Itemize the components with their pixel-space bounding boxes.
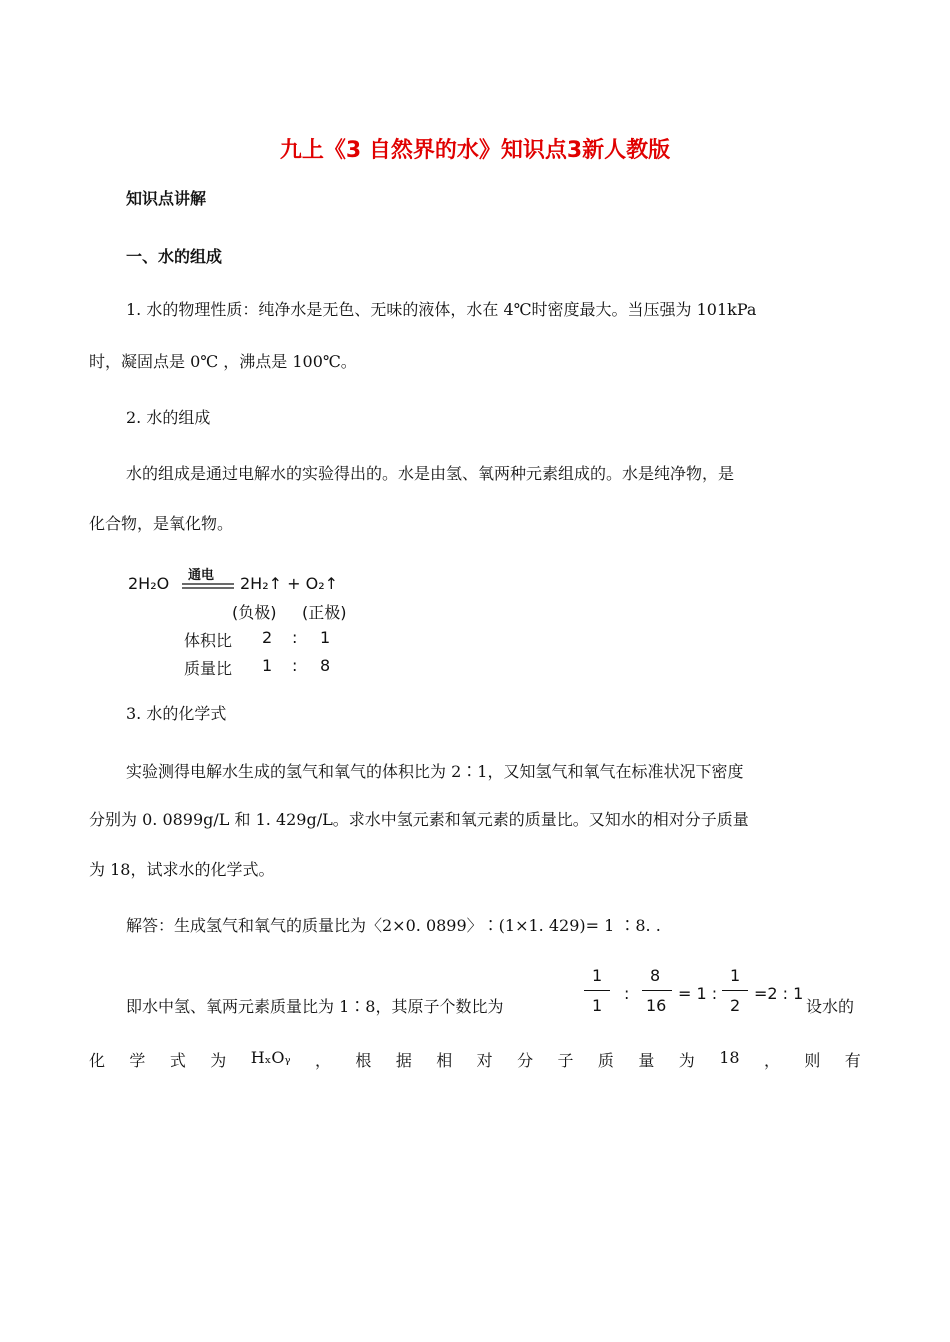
document-title: 九上《3 自然界的水》知识点3新人教版 [279, 138, 671, 163]
mass-ratio-b: 8 [320, 656, 331, 675]
justified-last-line [89, 1048, 861, 1071]
last-line-word: 相 [436, 1051, 453, 1070]
paragraph-2-line-1: 水的组成是通过电解水的实验得出的。水是由氢、氧两种元素组成的。水是纯净物，是 [126, 464, 735, 483]
last-line-word: 学 [129, 1051, 146, 1070]
mass-ratio-sep: : [292, 656, 298, 675]
paragraph-3-heading: 3. 水的化学式 [126, 704, 227, 723]
equation-reactant: 2H₂O [128, 574, 170, 593]
last-line-word: 化 [89, 1051, 106, 1070]
last-line-word: 为 [210, 1051, 227, 1070]
last-line-word: 式 [169, 1051, 186, 1070]
last-line-word: 18 [719, 1048, 740, 1067]
fraction-1-bar [584, 990, 610, 991]
fraction-2-denominator: 16 [646, 996, 667, 1015]
last-line-word: 则 [804, 1051, 821, 1070]
last-line-word: 为 [678, 1051, 695, 1070]
equation-arrow [182, 582, 234, 590]
equation-products: 2H₂↑ + O₂↑ [240, 574, 339, 593]
volume-ratio-label: 体积比 [184, 631, 233, 650]
ratio-line-suffix: 设水的 [806, 997, 855, 1016]
ratio-equals-1: = 1 : [678, 984, 718, 1003]
last-line-word: 子 [557, 1051, 574, 1070]
ratio-colon-1: : [624, 984, 630, 1003]
fraction-2-numerator: 8 [650, 966, 661, 985]
paragraph-2-heading: 2. 水的组成 [126, 408, 211, 427]
last-line-word: ， [763, 1051, 780, 1070]
fraction-1-denominator: 1 [592, 996, 603, 1015]
last-line-word: ， [314, 1051, 331, 1070]
last-line-word: 量 [638, 1051, 655, 1070]
last-line-word: 根 [355, 1051, 372, 1070]
last-line-word: HₓOᵧ [250, 1048, 291, 1067]
fraction-1-numerator: 1 [592, 966, 603, 985]
paragraph-3-line-2: 分别为 0. 0899g/L 和 1. 429g/L。求水中氢元素和氧元素的质量比。又知水的相对分子质量 [89, 810, 749, 829]
volume-ratio-b: 1 [320, 628, 331, 647]
ratio-equals-2: =2 : 1 [754, 984, 804, 1003]
electrode-positive: (正极) [302, 603, 347, 622]
fraction-3-numerator: 1 [730, 966, 741, 985]
paragraph-1-line-2: 时，凝固点是 0℃ ，沸点是 100℃。 [89, 352, 357, 371]
fraction-3-bar [722, 990, 748, 991]
answer-line: 解答：生成氢气和氧气的质量比为〈2×0. 0899〉∶(1×1. 429)= 1 ∶8. . [126, 916, 661, 935]
last-line-word: 对 [476, 1051, 493, 1070]
paragraph-2-line-2: 化合物，是氧化物。 [89, 514, 234, 533]
paragraph-1-line-1: 1. 水的物理性质：纯净水是无色、无味的液体，水在 4℃时密度最大。当压强为 101kPa [126, 300, 757, 319]
electrode-negative: (负极) [232, 603, 277, 622]
fraction-2-bar [642, 990, 672, 991]
paragraph-3-line-1: 实验测得电解水生成的氢气和氧气的体积比为 2∶1，又知氢气和氧气在标准状况下密度 [126, 762, 744, 781]
last-line-word: 质 [597, 1051, 614, 1070]
equation-condition: 通电 [188, 568, 215, 583]
volume-ratio-sep: : [292, 628, 298, 647]
electrolysis-equation [128, 566, 368, 681]
volume-ratio-a: 2 [262, 628, 273, 647]
last-line-word: 据 [395, 1051, 412, 1070]
last-line-word: 有 [844, 1051, 861, 1070]
part1-heading: 一、水的组成 [126, 247, 223, 266]
fraction-3-denominator: 2 [730, 996, 741, 1015]
last-line-word: 分 [517, 1051, 534, 1070]
section-heading: 知识点讲解 [126, 189, 207, 208]
mass-ratio-label: 质量比 [184, 659, 233, 678]
ratio-line-prefix: 即水中氢、氧两元素质量比为 1∶8，其原子个数比为 [126, 997, 504, 1016]
mass-ratio-a: 1 [262, 656, 273, 675]
paragraph-3-line-3: 为 18，试求水的化学式。 [89, 860, 275, 879]
